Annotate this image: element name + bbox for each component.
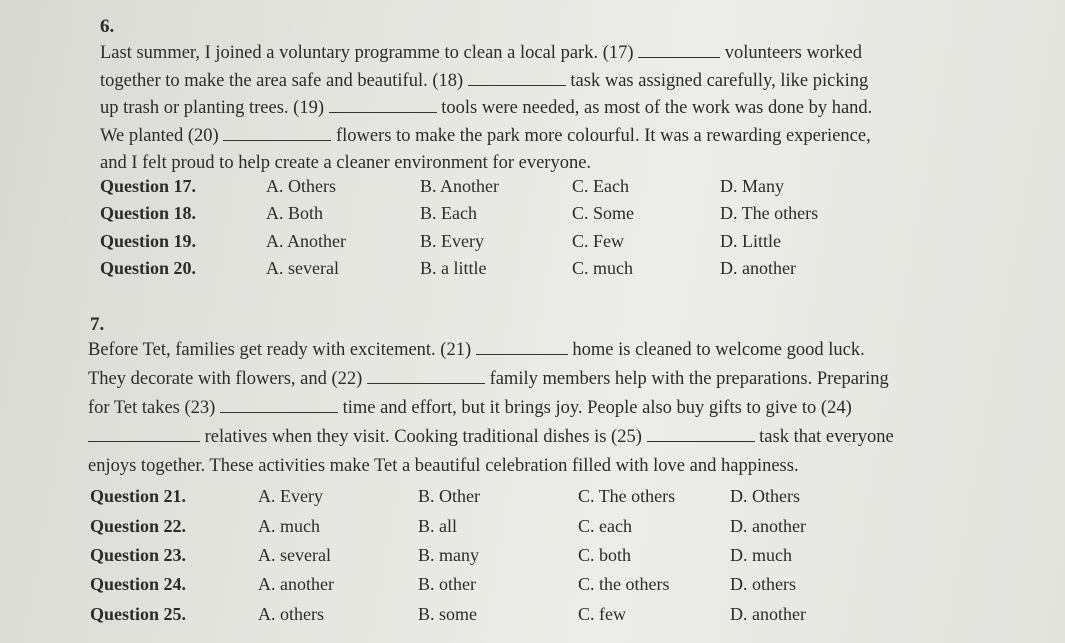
answer-blank-24[interactable] (88, 425, 200, 442)
option-a[interactable]: A. several (266, 258, 339, 278)
option-c[interactable]: C. Some (572, 203, 635, 223)
passage-line (100, 123, 970, 151)
passage-text: up trash or planting trees. (19) (100, 98, 329, 118)
option-c[interactable]: C. The others (578, 486, 676, 506)
option-a[interactable]: A. Another (266, 231, 346, 251)
option-d[interactable]: D. much (730, 545, 792, 565)
passage-text: Last summer, I joined a voluntary programme to clean a local park. (17) (100, 43, 639, 63)
question-label: Question 24. (90, 574, 187, 594)
option-a[interactable]: A. much (258, 516, 320, 536)
passage-text: tools were needed, as most of the work was done by hand. (436, 98, 873, 118)
passage-text: family members help with the preparations. Preparing (484, 369, 889, 389)
option-b[interactable]: B. many (418, 545, 479, 565)
passage-text: task that everyone (754, 427, 894, 447)
option-b[interactable]: B. some (418, 604, 478, 624)
option-a[interactable]: A. Both (266, 203, 324, 223)
passage-line (88, 394, 993, 423)
option-a[interactable]: A. Every (258, 486, 323, 506)
option-b[interactable]: B. Another (420, 176, 499, 196)
answer-blank-18[interactable] (468, 69, 566, 86)
option-b[interactable]: B. Each (420, 203, 477, 223)
option-c[interactable]: C. few (578, 604, 626, 624)
option-d[interactable]: D. another (730, 604, 806, 624)
passage-text: and I felt proud to help create a cleaner environment for everyone. (100, 153, 592, 173)
question-label: Question 25. (90, 604, 187, 624)
question-label: Question 17. (100, 176, 197, 196)
option-c[interactable]: C. each (578, 516, 632, 536)
answer-blank-21[interactable] (476, 338, 568, 355)
exercise-7-number: 7. (90, 314, 105, 335)
option-b[interactable]: B. other (418, 574, 476, 594)
passage-line (100, 40, 970, 68)
question-label: Question 20. (100, 258, 197, 278)
passage-line (100, 150, 970, 178)
passage-line (88, 423, 993, 452)
passage-line (88, 336, 993, 365)
question-label: Question 18. (100, 203, 197, 223)
option-c[interactable]: C. Each (572, 176, 629, 196)
passage-text: We planted (20) (100, 125, 224, 146)
passage-text: flowers to make the park more colourful. It was a rewarding experience, (331, 125, 871, 146)
answer-blank-19[interactable] (329, 96, 437, 113)
option-d[interactable]: D. Little (720, 231, 781, 251)
answer-blank-25[interactable] (647, 425, 755, 442)
option-b[interactable]: B. a little (420, 258, 487, 278)
option-a[interactable]: A. another (258, 574, 334, 594)
exercise-6-passage (100, 40, 970, 178)
passage-line (88, 452, 993, 481)
option-d[interactable]: D. Others (730, 486, 800, 506)
question-label: Question 22. (90, 516, 187, 536)
passage-text: Before Tet, families get ready with excitement. (21) (88, 340, 476, 360)
option-c[interactable]: C. much (572, 258, 633, 278)
passage-text: home is cleaned to welcome good luck. (567, 340, 865, 360)
passage-text: relatives when they visit. Cooking traditional dishes is (25) (200, 427, 647, 447)
option-a[interactable]: A. Others (266, 176, 336, 196)
exercise-7-passage (88, 336, 993, 481)
exercise-6-number: 6. (100, 16, 115, 37)
option-d[interactable]: D. Many (720, 176, 784, 196)
passage-text: together to make the area safe and beautiful. (18) (100, 70, 468, 91)
option-b[interactable]: B. all (418, 516, 457, 536)
option-d[interactable]: D. another (730, 516, 806, 536)
passage-line (88, 365, 993, 394)
passage-text: time and effort, but it brings joy. People also buy gifts to give to (24) (337, 398, 852, 418)
answer-blank-17[interactable] (638, 41, 720, 58)
answer-blank-23[interactable] (220, 396, 338, 413)
passage-line (100, 95, 970, 123)
option-c[interactable]: C. both (578, 545, 632, 565)
option-b[interactable]: B. Every (420, 231, 484, 251)
option-c[interactable]: C. the others (578, 574, 670, 594)
option-d[interactable]: D. The others (720, 203, 819, 223)
question-label: Question 21. (90, 486, 187, 506)
option-c[interactable]: C. Few (572, 231, 625, 251)
option-d[interactable]: D. others (730, 574, 796, 594)
option-a[interactable]: A. several (258, 545, 331, 565)
passage-text: They decorate with flowers, and (22) (88, 369, 367, 389)
passage-text: task was assigned carefully, like picking (565, 70, 869, 91)
passage-line (100, 68, 970, 96)
answer-blank-20[interactable] (223, 124, 331, 141)
question-label: Question 19. (100, 231, 197, 251)
passage-text: volunteers worked (720, 43, 862, 63)
passage-text: enjoys together. These activities make Tet a beautiful celebration filled with love and happiness. (88, 456, 799, 476)
passage-text: for Tet takes (23) (88, 398, 220, 418)
question-label: Question 23. (90, 545, 187, 565)
option-d[interactable]: D. another (720, 258, 796, 278)
answer-blank-22[interactable] (367, 367, 485, 384)
option-b[interactable]: B. Other (418, 486, 480, 506)
option-a[interactable]: A. others (258, 604, 324, 624)
